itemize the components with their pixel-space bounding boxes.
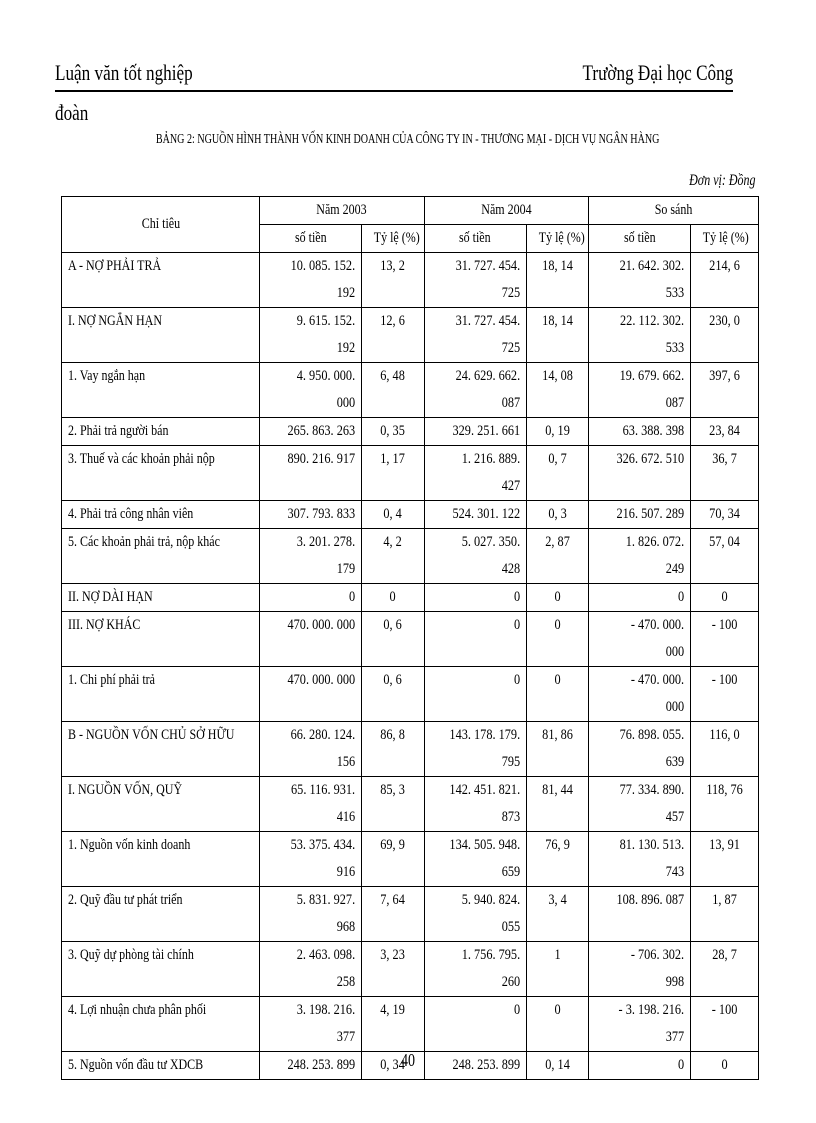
ratio-2003: 3, 23 [362, 942, 424, 997]
row-label: II. NỢ DÀI HẠN [62, 584, 260, 612]
header-left-text: Luận văn tốt nghiệp [55, 60, 193, 85]
ratio-diff: 0 [690, 584, 758, 612]
amount-2004: 1. 216. 889. 427 [424, 446, 526, 501]
amount-diff: - 3. 198. 216. 377 [588, 997, 690, 1052]
ratio-diff: 230, 0 [690, 308, 758, 363]
amount-2003: 66. 280. 124. 156 [260, 722, 362, 777]
row-label: 4. Lợi nhuận chưa phân phối [62, 997, 260, 1052]
amount-diff: 108. 896. 087 [588, 887, 690, 942]
amount-2004: 31. 727. 454. 725 [424, 253, 526, 308]
table-row [62, 418, 759, 446]
ratio-2004: 0 [526, 612, 588, 667]
row-label: 4. Phải trả công nhân viên [62, 501, 260, 529]
ratio-2004: 81, 86 [526, 722, 588, 777]
amount-diff: 326. 672. 510 [588, 446, 690, 501]
amount-diff: 63. 388. 398 [588, 418, 690, 446]
ratio-2004: 14, 08 [526, 363, 588, 418]
ratio-2003: 1, 17 [362, 446, 424, 501]
amount-2003: 890. 216. 917 [260, 446, 362, 501]
header-comparison: So sánh [588, 197, 758, 225]
amount-2003: 307. 793. 833 [260, 501, 362, 529]
amount-2004: 1. 756. 795. 260 [424, 942, 526, 997]
ratio-diff: 23, 84 [690, 418, 758, 446]
amount-2003: 470. 000. 000 [260, 667, 362, 722]
ratio-2003: 13, 2 [362, 253, 424, 308]
row-label: I. NGUỒN VỐN, QUỸ [62, 777, 260, 832]
amount-2003: 4. 950. 000. 000 [260, 363, 362, 418]
amount-diff: 216. 507. 289 [588, 501, 690, 529]
amount-2003: 3. 201. 278. 179 [260, 529, 362, 584]
ratio-2004: 0 [526, 584, 588, 612]
table-row [62, 722, 759, 777]
ratio-2003: 0, 4 [362, 501, 424, 529]
amount-diff: 77. 334. 890. 457 [588, 777, 690, 832]
header-right-text: Trường Đại học Công [582, 60, 733, 85]
ratio-diff: - 100 [690, 612, 758, 667]
ratio-diff: 1, 87 [690, 887, 758, 942]
row-label: 1. Vay ngắn hạn [62, 363, 260, 418]
row-label: I. NỢ NGẮN HẠN [62, 308, 260, 363]
ratio-2003: 85, 3 [362, 777, 424, 832]
ratio-2003: 4, 19 [362, 997, 424, 1052]
amount-diff: 1. 826. 072. 249 [588, 529, 690, 584]
amount-2004: 5. 940. 824. 055 [424, 887, 526, 942]
ratio-2003: 0, 6 [362, 612, 424, 667]
ratio-2003: 4, 2 [362, 529, 424, 584]
ratio-2003: 0, 6 [362, 667, 424, 722]
subheader-amount: số tiền [424, 225, 526, 253]
subheader-ratio: Tỷ lệ (%) [362, 225, 424, 253]
ratio-2004: 0, 19 [526, 418, 588, 446]
header-chi-tieu: Chỉ tiêu [62, 197, 260, 253]
ratio-2003: 86, 8 [362, 722, 424, 777]
ratio-diff: 0 [690, 1052, 758, 1080]
header-continuation: đoàn [55, 100, 89, 125]
amount-2003: 265. 863. 263 [260, 418, 362, 446]
amount-2004: 143. 178. 179. 795 [424, 722, 526, 777]
ratio-2003: 0, 35 [362, 418, 424, 446]
ratio-2004: 0, 14 [526, 1052, 588, 1080]
ratio-diff: 70, 34 [690, 501, 758, 529]
table-row [62, 942, 759, 997]
ratio-2004: 0 [526, 997, 588, 1052]
amount-2004: 0 [424, 584, 526, 612]
ratio-2004: 3, 4 [526, 887, 588, 942]
table-row [62, 584, 759, 612]
table-row [62, 446, 759, 501]
ratio-2004: 2, 87 [526, 529, 588, 584]
amount-2003: 3. 198. 216. 377 [260, 997, 362, 1052]
amount-diff: - 706. 302. 998 [588, 942, 690, 997]
ratio-2003: 0, 34 [362, 1052, 424, 1080]
table-row [62, 501, 759, 529]
ratio-2004: 0, 7 [526, 446, 588, 501]
amount-2004: 0 [424, 997, 526, 1052]
table-row [62, 363, 759, 418]
amount-2003: 5. 831. 927. 968 [260, 887, 362, 942]
amount-2004: 134. 505. 948. 659 [424, 832, 526, 887]
amount-diff: 22. 112. 302. 533 [588, 308, 690, 363]
ratio-2003: 6, 48 [362, 363, 424, 418]
amount-2003: 10. 085. 152. 192 [260, 253, 362, 308]
ratio-diff: 13, 91 [690, 832, 758, 887]
ratio-diff: - 100 [690, 997, 758, 1052]
table-row [62, 887, 759, 942]
amount-diff: 21. 642. 302. 533 [588, 253, 690, 308]
ratio-2003: 0 [362, 584, 424, 612]
ratio-2004: 0 [526, 667, 588, 722]
ratio-diff: 116, 0 [690, 722, 758, 777]
amount-diff: - 470. 000. 000 [588, 667, 690, 722]
page-header [55, 60, 733, 92]
ratio-diff: - 100 [690, 667, 758, 722]
row-label: 1. Nguồn vốn kinh doanh [62, 832, 260, 887]
row-label: III. NỢ KHÁC [62, 612, 260, 667]
ratio-2004: 76, 9 [526, 832, 588, 887]
row-label: 3. Thuế và các khoản phải nộp [62, 446, 260, 501]
table-row [62, 253, 759, 308]
amount-2004: 5. 027. 350. 428 [424, 529, 526, 584]
row-label: 5. Nguồn vốn đầu tư XDCB [62, 1052, 260, 1080]
amount-diff: 0 [588, 584, 690, 612]
table-row [62, 308, 759, 363]
header-year-2004: Năm 2004 [424, 197, 588, 225]
ratio-2004: 1 [526, 942, 588, 997]
amount-diff: - 470. 000. 000 [588, 612, 690, 667]
ratio-2003: 69, 9 [362, 832, 424, 887]
subheader-ratio: Tỷ lệ (%) [690, 225, 758, 253]
table-row [62, 667, 759, 722]
subheader-ratio: Tỷ lệ (%) [526, 225, 588, 253]
row-label: 3. Quỹ dự phòng tài chính [62, 942, 260, 997]
amount-2004: 524. 301. 122 [424, 501, 526, 529]
amount-2004: 142. 451. 821. 873 [424, 777, 526, 832]
amount-2004: 248. 253. 899 [424, 1052, 526, 1080]
subheader-amount: số tiền [260, 225, 362, 253]
amount-2003: 9. 615. 152. 192 [260, 308, 362, 363]
row-label: A - NỢ PHẢI TRẢ [62, 253, 260, 308]
ratio-diff: 36, 7 [690, 446, 758, 501]
ratio-diff: 118, 76 [690, 777, 758, 832]
amount-2003: 0 [260, 584, 362, 612]
ratio-2004: 18, 14 [526, 308, 588, 363]
subheader-amount: số tiền [588, 225, 690, 253]
row-label: 5. Các khoản phải trả, nộp khác [62, 529, 260, 584]
table-title: BẢNG 2: NGUỒN HÌNH THÀNH VỐN KINH DOANH CỦA CÔNG TY IN - THƯƠNG MẠI - DỊCH VỤ NGÂN HÀNG [156, 132, 660, 147]
table-row [62, 997, 759, 1052]
amount-2004: 31. 727. 454. 725 [424, 308, 526, 363]
amount-diff: 76. 898. 055. 639 [588, 722, 690, 777]
amount-2003: 470. 000. 000 [260, 612, 362, 667]
amount-2004: 24. 629. 662. 087 [424, 363, 526, 418]
ratio-diff: 397, 6 [690, 363, 758, 418]
table-row [62, 832, 759, 887]
amount-2003: 2. 463. 098. 258 [260, 942, 362, 997]
row-label: 2. Phải trả người bán [62, 418, 260, 446]
capital-sources-table [61, 196, 759, 1080]
ratio-diff: 28, 7 [690, 942, 758, 997]
amount-2004: 0 [424, 612, 526, 667]
table-row [62, 529, 759, 584]
amount-diff: 81. 130. 513. 743 [588, 832, 690, 887]
amount-2003: 53. 375. 434. 916 [260, 832, 362, 887]
ratio-2003: 12, 6 [362, 308, 424, 363]
amount-diff: 19. 679. 662. 087 [588, 363, 690, 418]
amount-2003: 65. 116. 931. 416 [260, 777, 362, 832]
page-number: 40 [400, 1050, 416, 1070]
amount-2003: 248. 253. 899 [260, 1052, 362, 1080]
amount-diff: 0 [588, 1052, 690, 1080]
ratio-2004: 81, 44 [526, 777, 588, 832]
ratio-2004: 0, 3 [526, 501, 588, 529]
row-label: B - NGUỒN VỐN CHỦ SỞ HỮU [62, 722, 260, 777]
amount-2004: 0 [424, 667, 526, 722]
table-row [62, 612, 759, 667]
row-label: 1. Chi phí phải trả [62, 667, 260, 722]
amount-2004: 329. 251. 661 [424, 418, 526, 446]
ratio-diff: 214, 6 [690, 253, 758, 308]
ratio-2004: 18, 14 [526, 253, 588, 308]
ratio-diff: 57, 04 [690, 529, 758, 584]
row-label: 2. Quỹ đầu tư phát triển [62, 887, 260, 942]
header-year-2003: Năm 2003 [260, 197, 424, 225]
table-row [62, 777, 759, 832]
ratio-2003: 7, 64 [362, 887, 424, 942]
unit-label: Đơn vị: Đồng [689, 172, 756, 189]
